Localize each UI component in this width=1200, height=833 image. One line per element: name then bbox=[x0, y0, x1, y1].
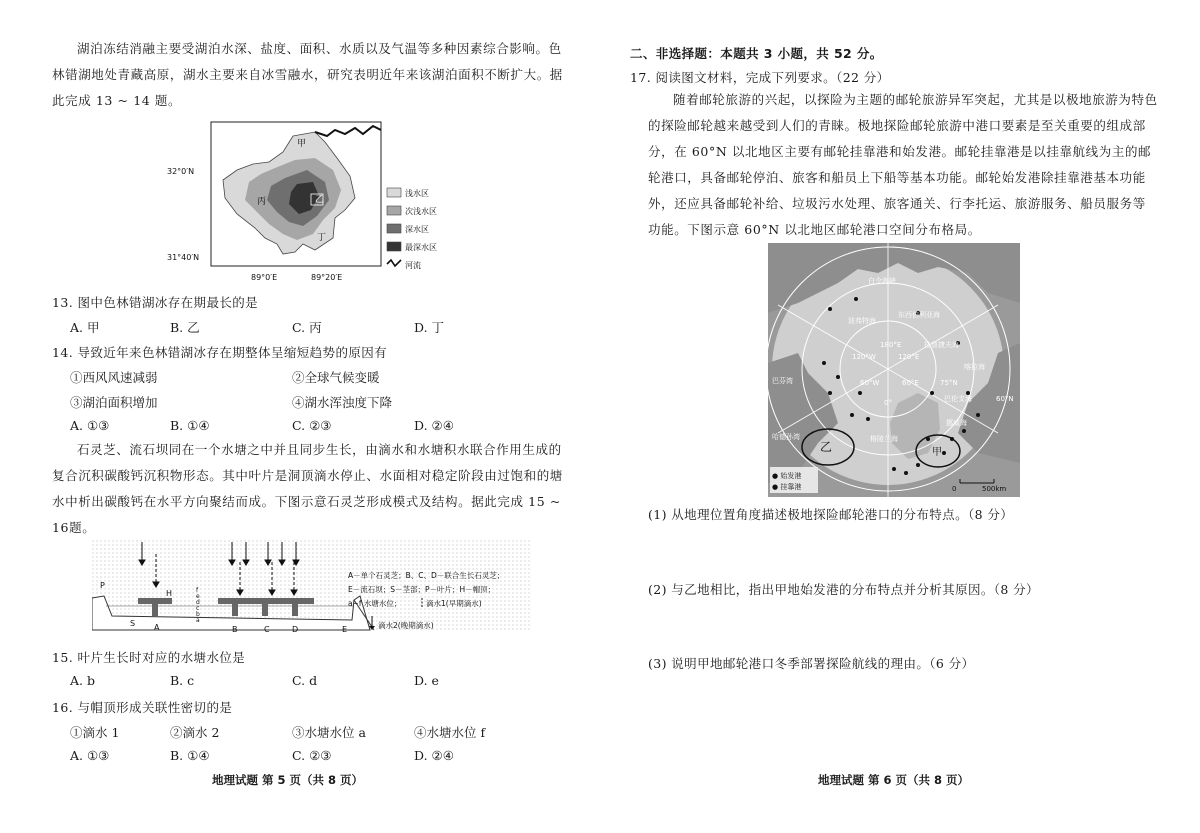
q16-option-d[interactable]: D. ②④ bbox=[414, 748, 454, 763]
page-footer-right: 地理试题 第 6 页（共 8 页） bbox=[818, 773, 970, 787]
q15-option-d[interactable]: D. e bbox=[414, 673, 439, 688]
svg-text:120°E: 120°E bbox=[898, 353, 920, 361]
q16-option-a[interactable]: A. ①③ bbox=[70, 748, 110, 763]
q17-material: 随着邮轮旅游的兴起，以探险为主题的邮轮旅游异军突起，尤其是以极地旅游为特色的探险邮轮越来越受到人们的青睐。极地探险邮轮旅游中港口要素是至关重要的组成部分，在 60°N 以北地区主要有邮轮挂靠港和始发港。邮轮挂靠港是以挂靠航线为主的邮轮港口，具备邮轮停泊、旅客和船员上下船等基本功能。邮轮始发港除挂靠港基本功能外，还应具备邮轮补给、垃圾污水处理、旅客通关、行李托运、旅游服务、船员服务等功能。下图示意 60°N 以北地区邮轮港口空间分布格局。 bbox=[648, 92, 1158, 237]
svg-text:60°W: 60°W bbox=[860, 379, 880, 387]
q14-option-c[interactable]: C. ②③ bbox=[292, 418, 332, 433]
q14-item-1: ①西风风速减弱 bbox=[70, 370, 158, 385]
q14-option-b[interactable]: B. ①④ bbox=[170, 418, 210, 433]
q16-option-c[interactable]: C. ②③ bbox=[292, 748, 332, 763]
lat-bottom: 31°40′N bbox=[167, 253, 200, 262]
q16-item-1: ①滴水 1 bbox=[70, 725, 120, 740]
lon-right: 89°20′E bbox=[311, 273, 343, 282]
q13-option-a[interactable]: A. 甲 bbox=[70, 320, 100, 335]
svg-text:a: a bbox=[196, 617, 200, 624]
svg-text:浅水区: 浅水区 bbox=[405, 189, 429, 198]
svg-text:e: e bbox=[196, 593, 200, 600]
q17-part-2: (2) 与乙地相比，指出甲地始发港的分布特点并分析其原因。（8 分） bbox=[648, 582, 1039, 597]
svg-text:0°: 0° bbox=[884, 399, 892, 407]
svg-text:120°W: 120°W bbox=[852, 353, 876, 361]
svg-text:0: 0 bbox=[952, 485, 957, 493]
svg-text:S: S bbox=[130, 619, 136, 628]
svg-text:C: C bbox=[264, 625, 270, 634]
q15-option-a[interactable]: A. b bbox=[70, 673, 95, 688]
q14-stem: 14. 导致近年来色林错湖冰存在期整体呈缩短趋势的原因有 bbox=[52, 345, 388, 360]
svg-text:拉普捷夫海: 拉普捷夫海 bbox=[924, 341, 959, 349]
svg-text:60°N: 60°N bbox=[996, 395, 1014, 403]
q14-option-a[interactable]: A. ①③ bbox=[70, 418, 110, 433]
svg-text:巴伦支海: 巴伦支海 bbox=[944, 395, 972, 403]
svg-text:东西伯利亚海: 东西伯利亚海 bbox=[898, 311, 940, 319]
q15-option-c[interactable]: C. d bbox=[292, 673, 318, 688]
svg-text:b: b bbox=[196, 611, 200, 618]
svg-text:a~f 水塘水位；: a~f 水塘水位； bbox=[348, 599, 402, 608]
area-yi-label: 乙 bbox=[820, 440, 833, 454]
intro-lake: 湖泊冻结消融主要受湖泊水深、盐度、面积、水质以及气温等多种因素综合影响。色林错湖地处青藏高原，湖水主要来自冰雪融水，研究表明近年来该湖泊面积不断扩大。据此完成 13 ~ 14 题。 bbox=[52, 41, 563, 108]
polar-map-figure bbox=[768, 243, 1020, 497]
svg-text:E: E bbox=[342, 625, 348, 634]
svg-text:次浅水区: 次浅水区 bbox=[405, 207, 437, 216]
q14-option-d[interactable]: D. ②④ bbox=[414, 418, 454, 433]
svg-text:B: B bbox=[232, 625, 238, 634]
svg-text:P: P bbox=[100, 581, 105, 590]
page-footer-left: 地理试题 第 5 页（共 8 页） bbox=[212, 773, 364, 787]
svg-text:巴芬湾: 巴芬湾 bbox=[772, 377, 793, 385]
svg-text:A: A bbox=[154, 623, 160, 632]
lat-top: 32°0′N bbox=[167, 167, 195, 176]
section-title: 二、非选择题：本题共 3 小题，共 52 分。 bbox=[630, 46, 883, 61]
lake-map bbox=[165, 118, 450, 288]
q13-option-b[interactable]: B. 乙 bbox=[170, 320, 200, 335]
q15-stem: 15. 叶片生长时对应的水塘水位是 bbox=[52, 650, 246, 665]
cave-figure bbox=[92, 540, 532, 640]
label-yi: 乙 bbox=[315, 195, 325, 205]
lon-left: 89°0′E bbox=[251, 273, 278, 282]
cave-diagram bbox=[92, 540, 532, 640]
svg-text:滴水1(早期滴水): 滴水1(早期滴水) bbox=[426, 599, 482, 608]
q17-part-1: (1) 从地理位置角度描述极地探险邮轮港口的分布特点。（8 分） bbox=[648, 507, 1014, 522]
label-ding: 丁 bbox=[317, 233, 327, 243]
scale-label: 500km bbox=[982, 485, 1007, 493]
q17-stem: 17. 阅读图文材料，完成下列要求。（22 分） bbox=[630, 70, 890, 85]
svg-text:滴水2(晚期滴水): 滴水2(晚期滴水) bbox=[378, 621, 434, 630]
label-jia: 甲 bbox=[297, 139, 307, 149]
svg-text:D: D bbox=[292, 625, 299, 634]
svg-text:白令海峡: 白令海峡 bbox=[868, 277, 896, 285]
q16-stem: 16. 与帽顶形成关联性密切的是 bbox=[52, 700, 233, 715]
svg-text:75°N: 75°N bbox=[940, 379, 958, 387]
q16-item-4: ④水塘水位 f bbox=[414, 725, 486, 740]
svg-text:60°E: 60°E bbox=[902, 379, 919, 387]
intro-cave: 石灵芝、流石坝同在一个水塘之中并且同步生长，由滴水和水塘积水联合作用生成的复合沉积碳酸钙沉积物形态。其中叶片是洞顶滴水停止、水面相对稳定阶段由过饱和的塘水中析出碳酸钙在水平方向聚结而成。下图示意石灵芝形成模式及结构。据此完成 15 ~ 16题。 bbox=[52, 442, 563, 535]
polar-map bbox=[768, 243, 1020, 497]
q16-item-3: ③水塘水位 a bbox=[292, 725, 366, 740]
svg-text:深水区: 深水区 bbox=[405, 225, 429, 234]
svg-text:河流: 河流 bbox=[405, 261, 421, 270]
svg-text:d: d bbox=[196, 599, 200, 606]
q15-option-b[interactable]: B. c bbox=[170, 673, 195, 688]
legend-start-port: ● 始发港 bbox=[772, 472, 802, 480]
svg-text:E－流石坝；S－茎部；P－叶片；H－帽顶；: E－流石坝；S－茎部；P－叶片；H－帽顶； bbox=[348, 585, 496, 594]
svg-text:H: H bbox=[166, 589, 173, 598]
svg-text:喀拉海: 喀拉海 bbox=[964, 363, 985, 371]
q13-stem: 13. 图中色林错湖冰存在期最长的是 bbox=[52, 295, 259, 310]
svg-text:180°E: 180°E bbox=[880, 341, 902, 349]
svg-text:格陵兰海: 格陵兰海 bbox=[870, 435, 898, 443]
area-jia-label: 甲 bbox=[932, 447, 942, 458]
svg-text:波弗特海: 波弗特海 bbox=[848, 317, 876, 325]
svg-text:挪威海: 挪威海 bbox=[946, 419, 967, 427]
page-right bbox=[600, 0, 1200, 833]
q13-option-c[interactable]: C. 丙 bbox=[292, 320, 322, 335]
q14-item-4: ④湖水浑浊度下降 bbox=[292, 395, 393, 410]
q13-option-d[interactable]: D. 丁 bbox=[414, 320, 445, 335]
svg-text:c: c bbox=[196, 605, 200, 612]
q14-item-2: ②全球气候变暖 bbox=[292, 370, 380, 385]
q16-item-2: ②滴水 2 bbox=[170, 725, 220, 740]
q16-option-b[interactable]: B. ①④ bbox=[170, 748, 210, 763]
q14-item-3: ③湖泊面积增加 bbox=[70, 395, 158, 410]
svg-text:f: f bbox=[196, 587, 199, 594]
svg-text:最深水区: 最深水区 bbox=[405, 243, 437, 252]
q17-part-3: (3) 说明甲地邮轮港口冬季部署探险航线的理由。（6 分） bbox=[648, 656, 975, 671]
lake-map-figure bbox=[165, 118, 450, 288]
lake-legend bbox=[387, 188, 437, 270]
legend-call-port: ● 挂靠港 bbox=[772, 483, 802, 491]
label-bing: 丙 bbox=[257, 197, 267, 207]
svg-text:A－单个石灵芝；B、C、D－联合生长石灵芝；: A－单个石灵芝；B、C、D－联合生长石灵芝； bbox=[348, 571, 505, 580]
svg-text:哈德孙湾: 哈德孙湾 bbox=[772, 433, 800, 441]
